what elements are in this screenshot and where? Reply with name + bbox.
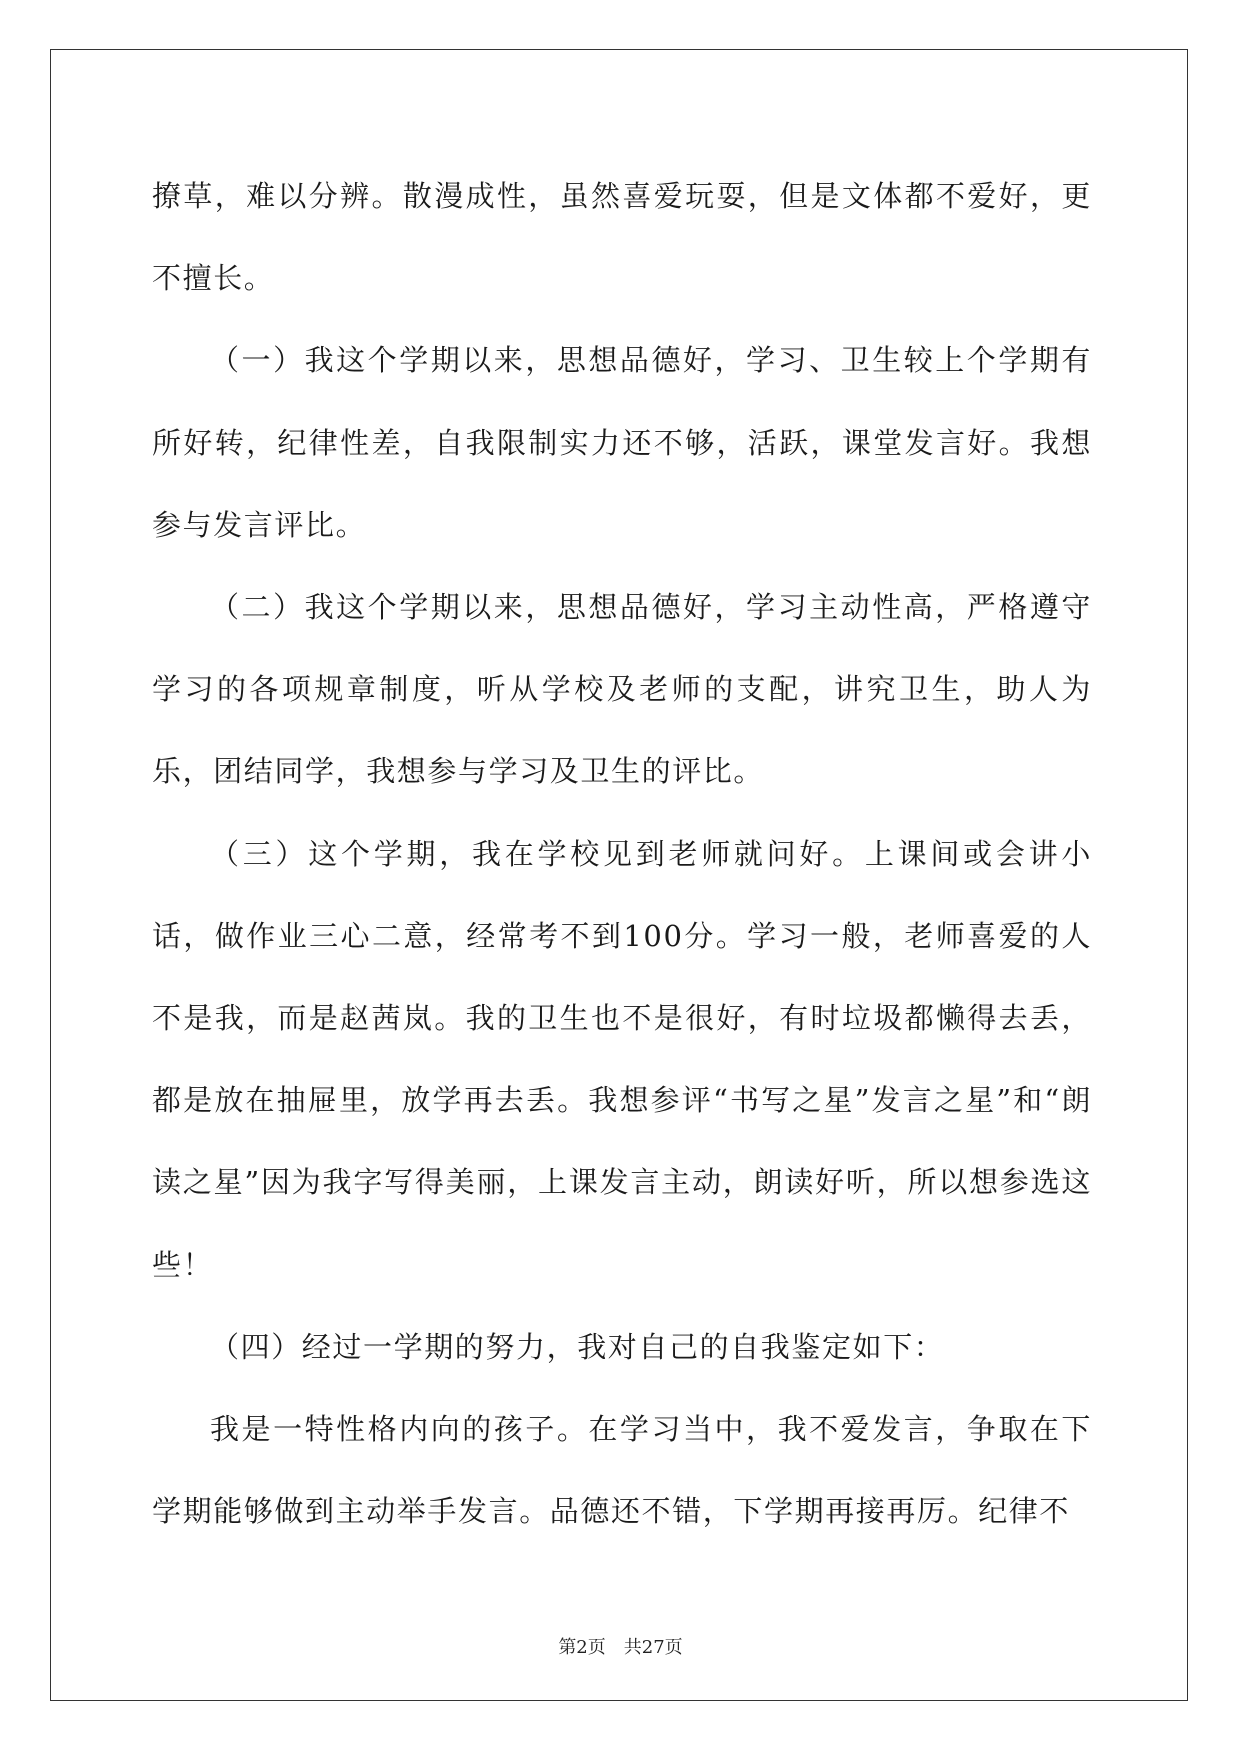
document-body <box>152 155 1092 1552</box>
paragraph-6: 我是一特性格内向的孩子。在学习当中，我不爱发言，争取在下学期能够做到主动举手发言。品德还不错，下学期再接再厉。纪律不 <box>152 1412 1092 1529</box>
paragraph-4: （三）这个学期，我在学校见到老师就问好。上课间或会讲小话，做作业三心二意，经常考不到100分。学习一般，老师喜爱的人不是我，而是赵茜岚。我的卫生也不是很好，有时垃圾都懒得去丢，都是放在抽屉里，放学再去丢。我想参评“书写之星”发言之星”和“朗读之星”因为我字写得美丽，上课发言主动，朗读好听，所以想参选这些！ <box>152 836 1092 1282</box>
page-total: 共27页 <box>623 1637 683 1658</box>
page-number: 第2页 <box>558 1637 606 1658</box>
paragraph-1: 撩草，难以分辨。散漫成性，虽然喜爱玩耍，但是文体都不爱好，更不擅长。 <box>152 179 1092 296</box>
paragraph-5: （四）经过一学期的努力，我对自己的自我鉴定如下： <box>210 1329 945 1364</box>
paragraph-2: （一）我这个学期以来，思想品德好，学习、卫生较上个学期有所好转，纪律性差，自我限制实力还不够，活跃，课堂发言好。我想参与发言评比。 <box>152 343 1092 542</box>
paragraph-3: （二）我这个学期以来，思想品德好，学习主动性高，严格遵守学习的各项规章制度，听从学校及老师的支配，讲究卫生，助人为乐，团结同学，我想参与学习及卫生的评比。 <box>152 590 1092 789</box>
page-footer <box>0 1633 1241 1659</box>
